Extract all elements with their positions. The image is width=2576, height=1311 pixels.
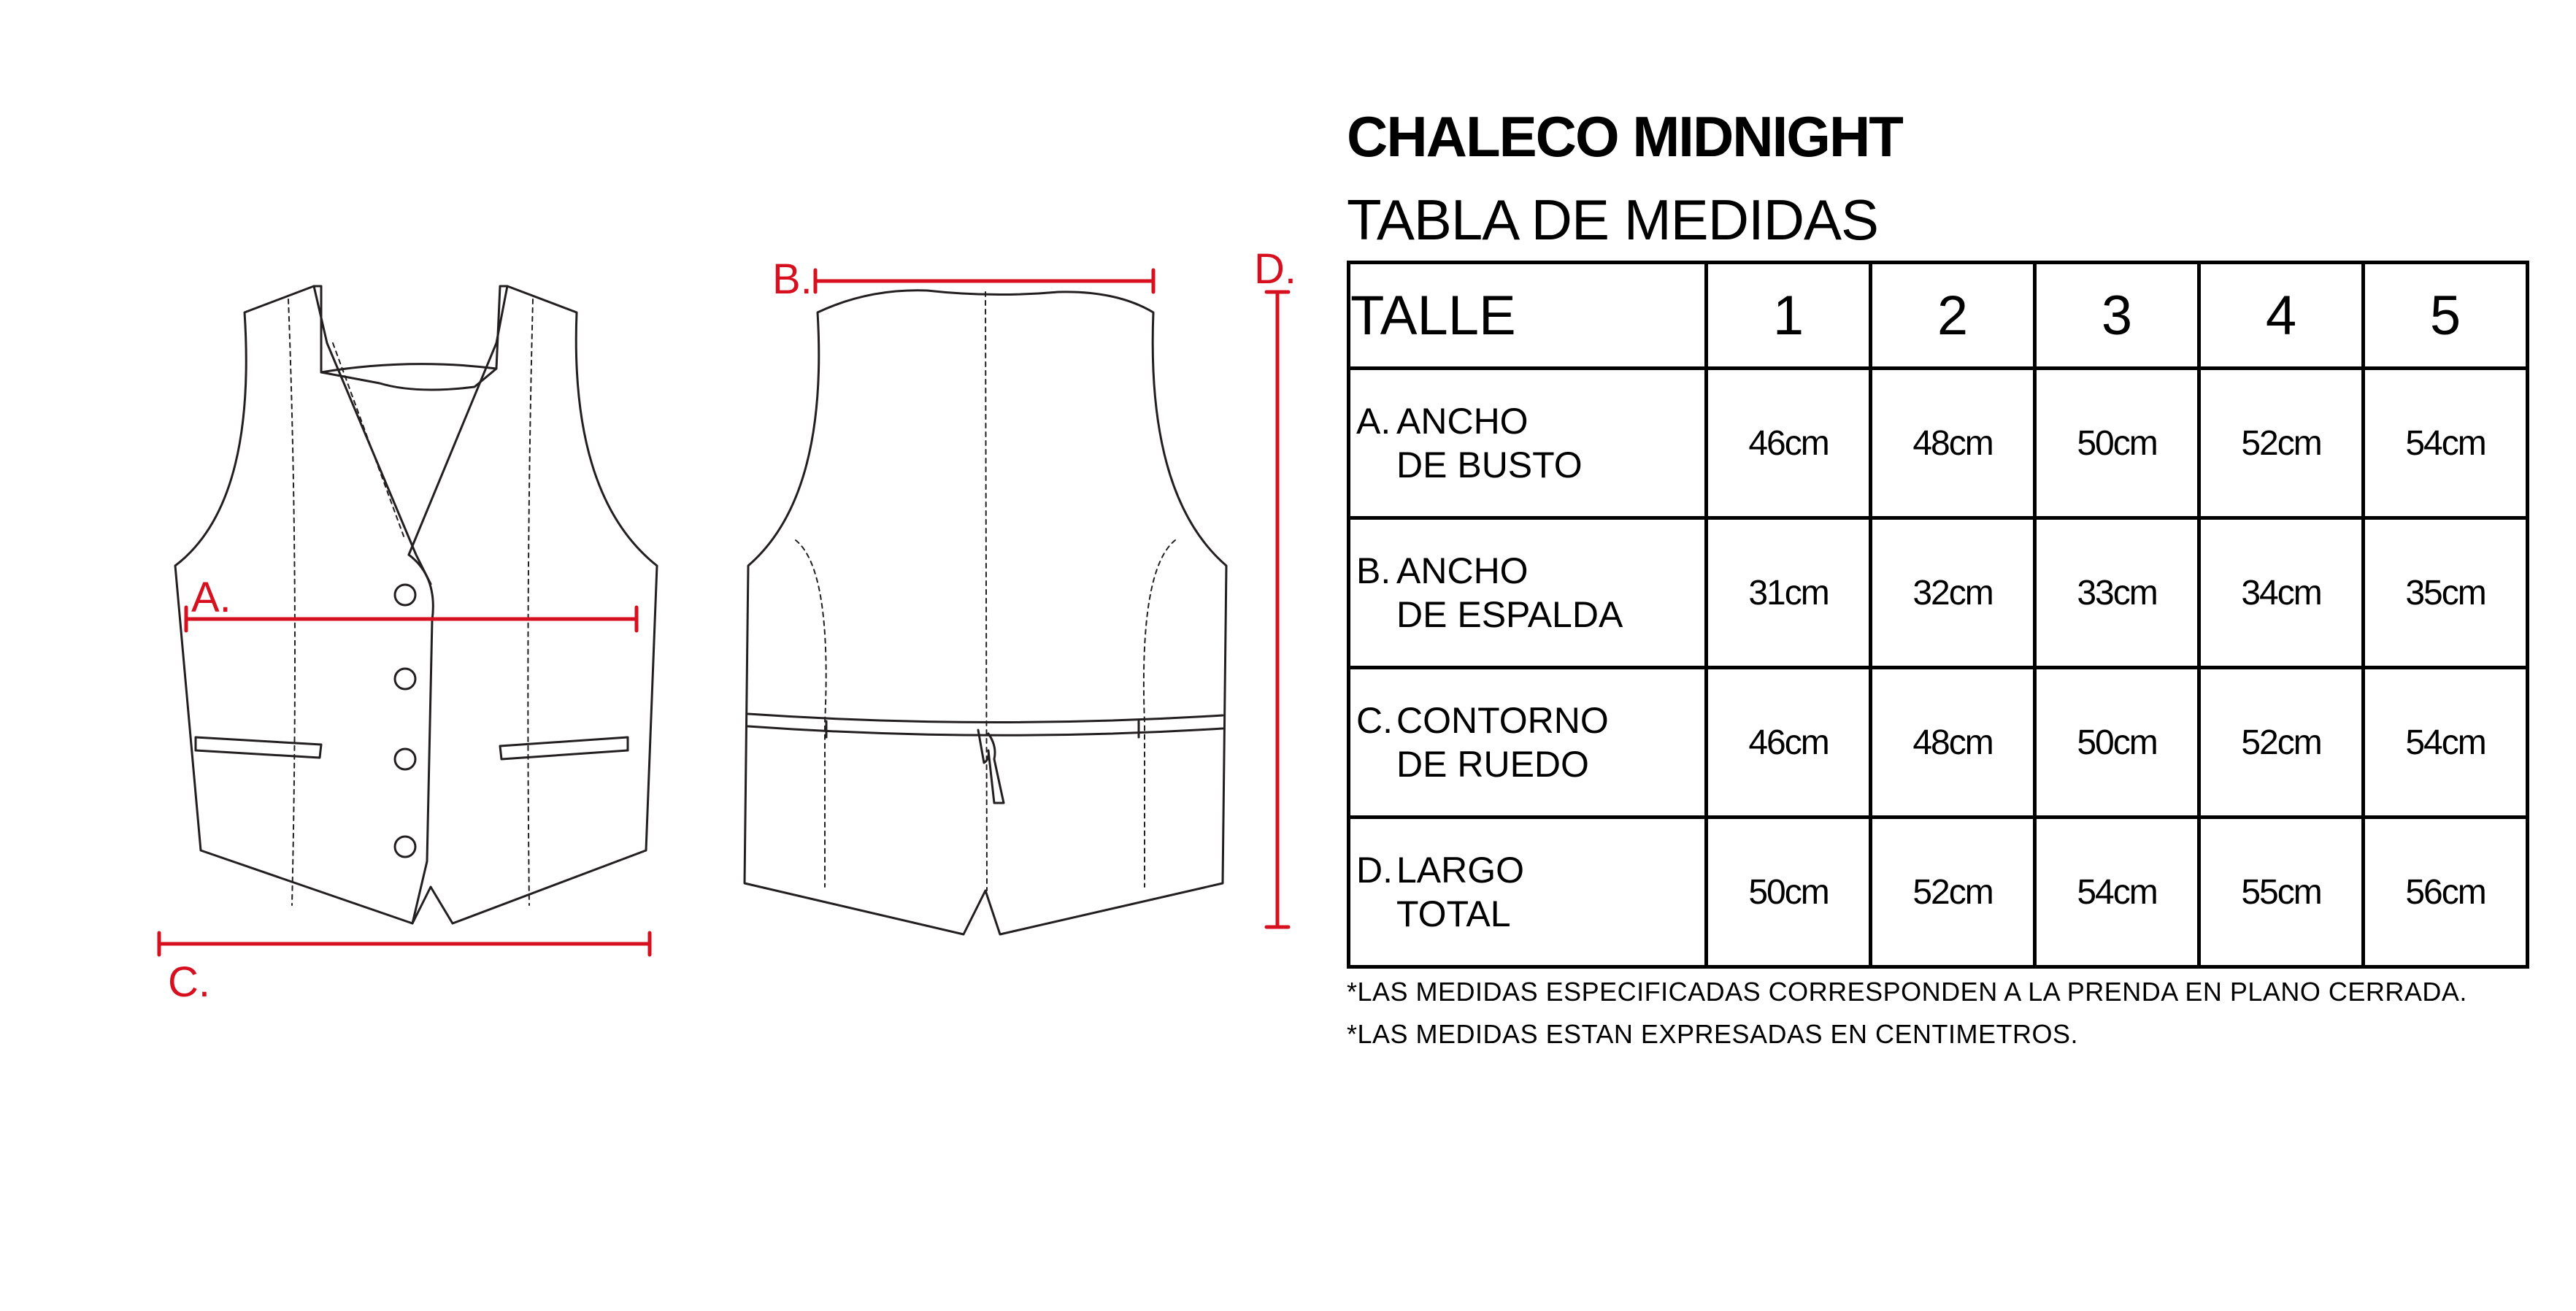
row-label xyxy=(1349,518,1707,668)
footnote-units: *LAS MEDIDAS ESTAN EXPRESADAS EN CENTIMETROS. xyxy=(1347,1019,2079,1049)
size-header-1: 1 xyxy=(1707,263,1871,369)
row-label xyxy=(1349,818,1707,967)
size-header-label: TALLE xyxy=(1349,263,1707,369)
table-cell: 50cm xyxy=(2035,668,2199,818)
table-cell: 50cm xyxy=(1707,818,1871,967)
dimension-label-a: A. xyxy=(191,574,231,621)
row-letter: A. xyxy=(1356,401,1391,442)
vest-back-drawing xyxy=(745,291,1226,934)
vest-front-drawing xyxy=(175,286,657,923)
size-header-3: 3 xyxy=(2035,263,2199,369)
table-cell: 52cm xyxy=(2199,668,2364,818)
table-row xyxy=(1349,668,2528,818)
size-header-4: 4 xyxy=(2199,263,2364,369)
row-label-line1: CONTORNO xyxy=(1396,700,1609,741)
row-letter: C. xyxy=(1356,700,1393,741)
size-table xyxy=(1347,261,2529,969)
size-table-header-row xyxy=(1349,263,2528,369)
table-cell: 50cm xyxy=(2035,369,2199,518)
page-subtitle: TABLA DE MEDIDAS xyxy=(1347,188,1879,252)
table-cell: 34cm xyxy=(2199,518,2364,668)
size-header-2: 2 xyxy=(1871,263,2035,369)
row-label-line2: DE BUSTO xyxy=(1396,445,1583,485)
row-label-line1: ANCHO xyxy=(1396,550,1529,591)
table-cell: 56cm xyxy=(2364,818,2528,967)
page-title: CHALECO MIDNIGHT xyxy=(1347,104,1902,169)
row-label-line1: ANCHO xyxy=(1396,401,1529,442)
row-label-line2: DE ESPALDA xyxy=(1396,594,1623,635)
table-row xyxy=(1349,818,2528,967)
dimension-label-c: C. xyxy=(168,958,210,1006)
row-label-line2: DE RUEDO xyxy=(1396,744,1589,785)
table-cell: 52cm xyxy=(2199,369,2364,518)
vest-illustrations xyxy=(0,0,1314,1095)
dimension-label-b: B. xyxy=(772,255,812,303)
table-cell: 48cm xyxy=(1871,369,2035,518)
table-row xyxy=(1349,369,2528,518)
row-letter: D. xyxy=(1356,850,1393,891)
table-cell: 48cm xyxy=(1871,668,2035,818)
row-letter: B. xyxy=(1356,550,1391,591)
footnote-measurements: *LAS MEDIDAS ESPECIFICADAS CORRESPONDEN A LA PRENDA EN PLANO CERRADA. xyxy=(1347,977,2467,1007)
table-cell: 54cm xyxy=(2035,818,2199,967)
table-row xyxy=(1349,518,2528,668)
table-cell: 46cm xyxy=(1707,369,1871,518)
table-cell: 54cm xyxy=(2364,668,2528,818)
row-label xyxy=(1349,668,1707,818)
table-cell: 33cm xyxy=(2035,518,2199,668)
table-cell: 52cm xyxy=(1871,818,2035,967)
table-cell: 46cm xyxy=(1707,668,1871,818)
size-header-5: 5 xyxy=(2364,263,2528,369)
dimension-label-d: D. xyxy=(1254,245,1296,293)
row-label-line2: TOTAL xyxy=(1396,893,1511,934)
table-cell: 32cm xyxy=(1871,518,2035,668)
table-cell: 35cm xyxy=(2364,518,2528,668)
table-cell: 55cm xyxy=(2199,818,2364,967)
row-label-line1: LARGO xyxy=(1396,850,1525,891)
table-cell: 31cm xyxy=(1707,518,1871,668)
vest-back-stitching xyxy=(796,292,1175,891)
table-cell: 54cm xyxy=(2364,369,2528,518)
row-label xyxy=(1349,369,1707,518)
